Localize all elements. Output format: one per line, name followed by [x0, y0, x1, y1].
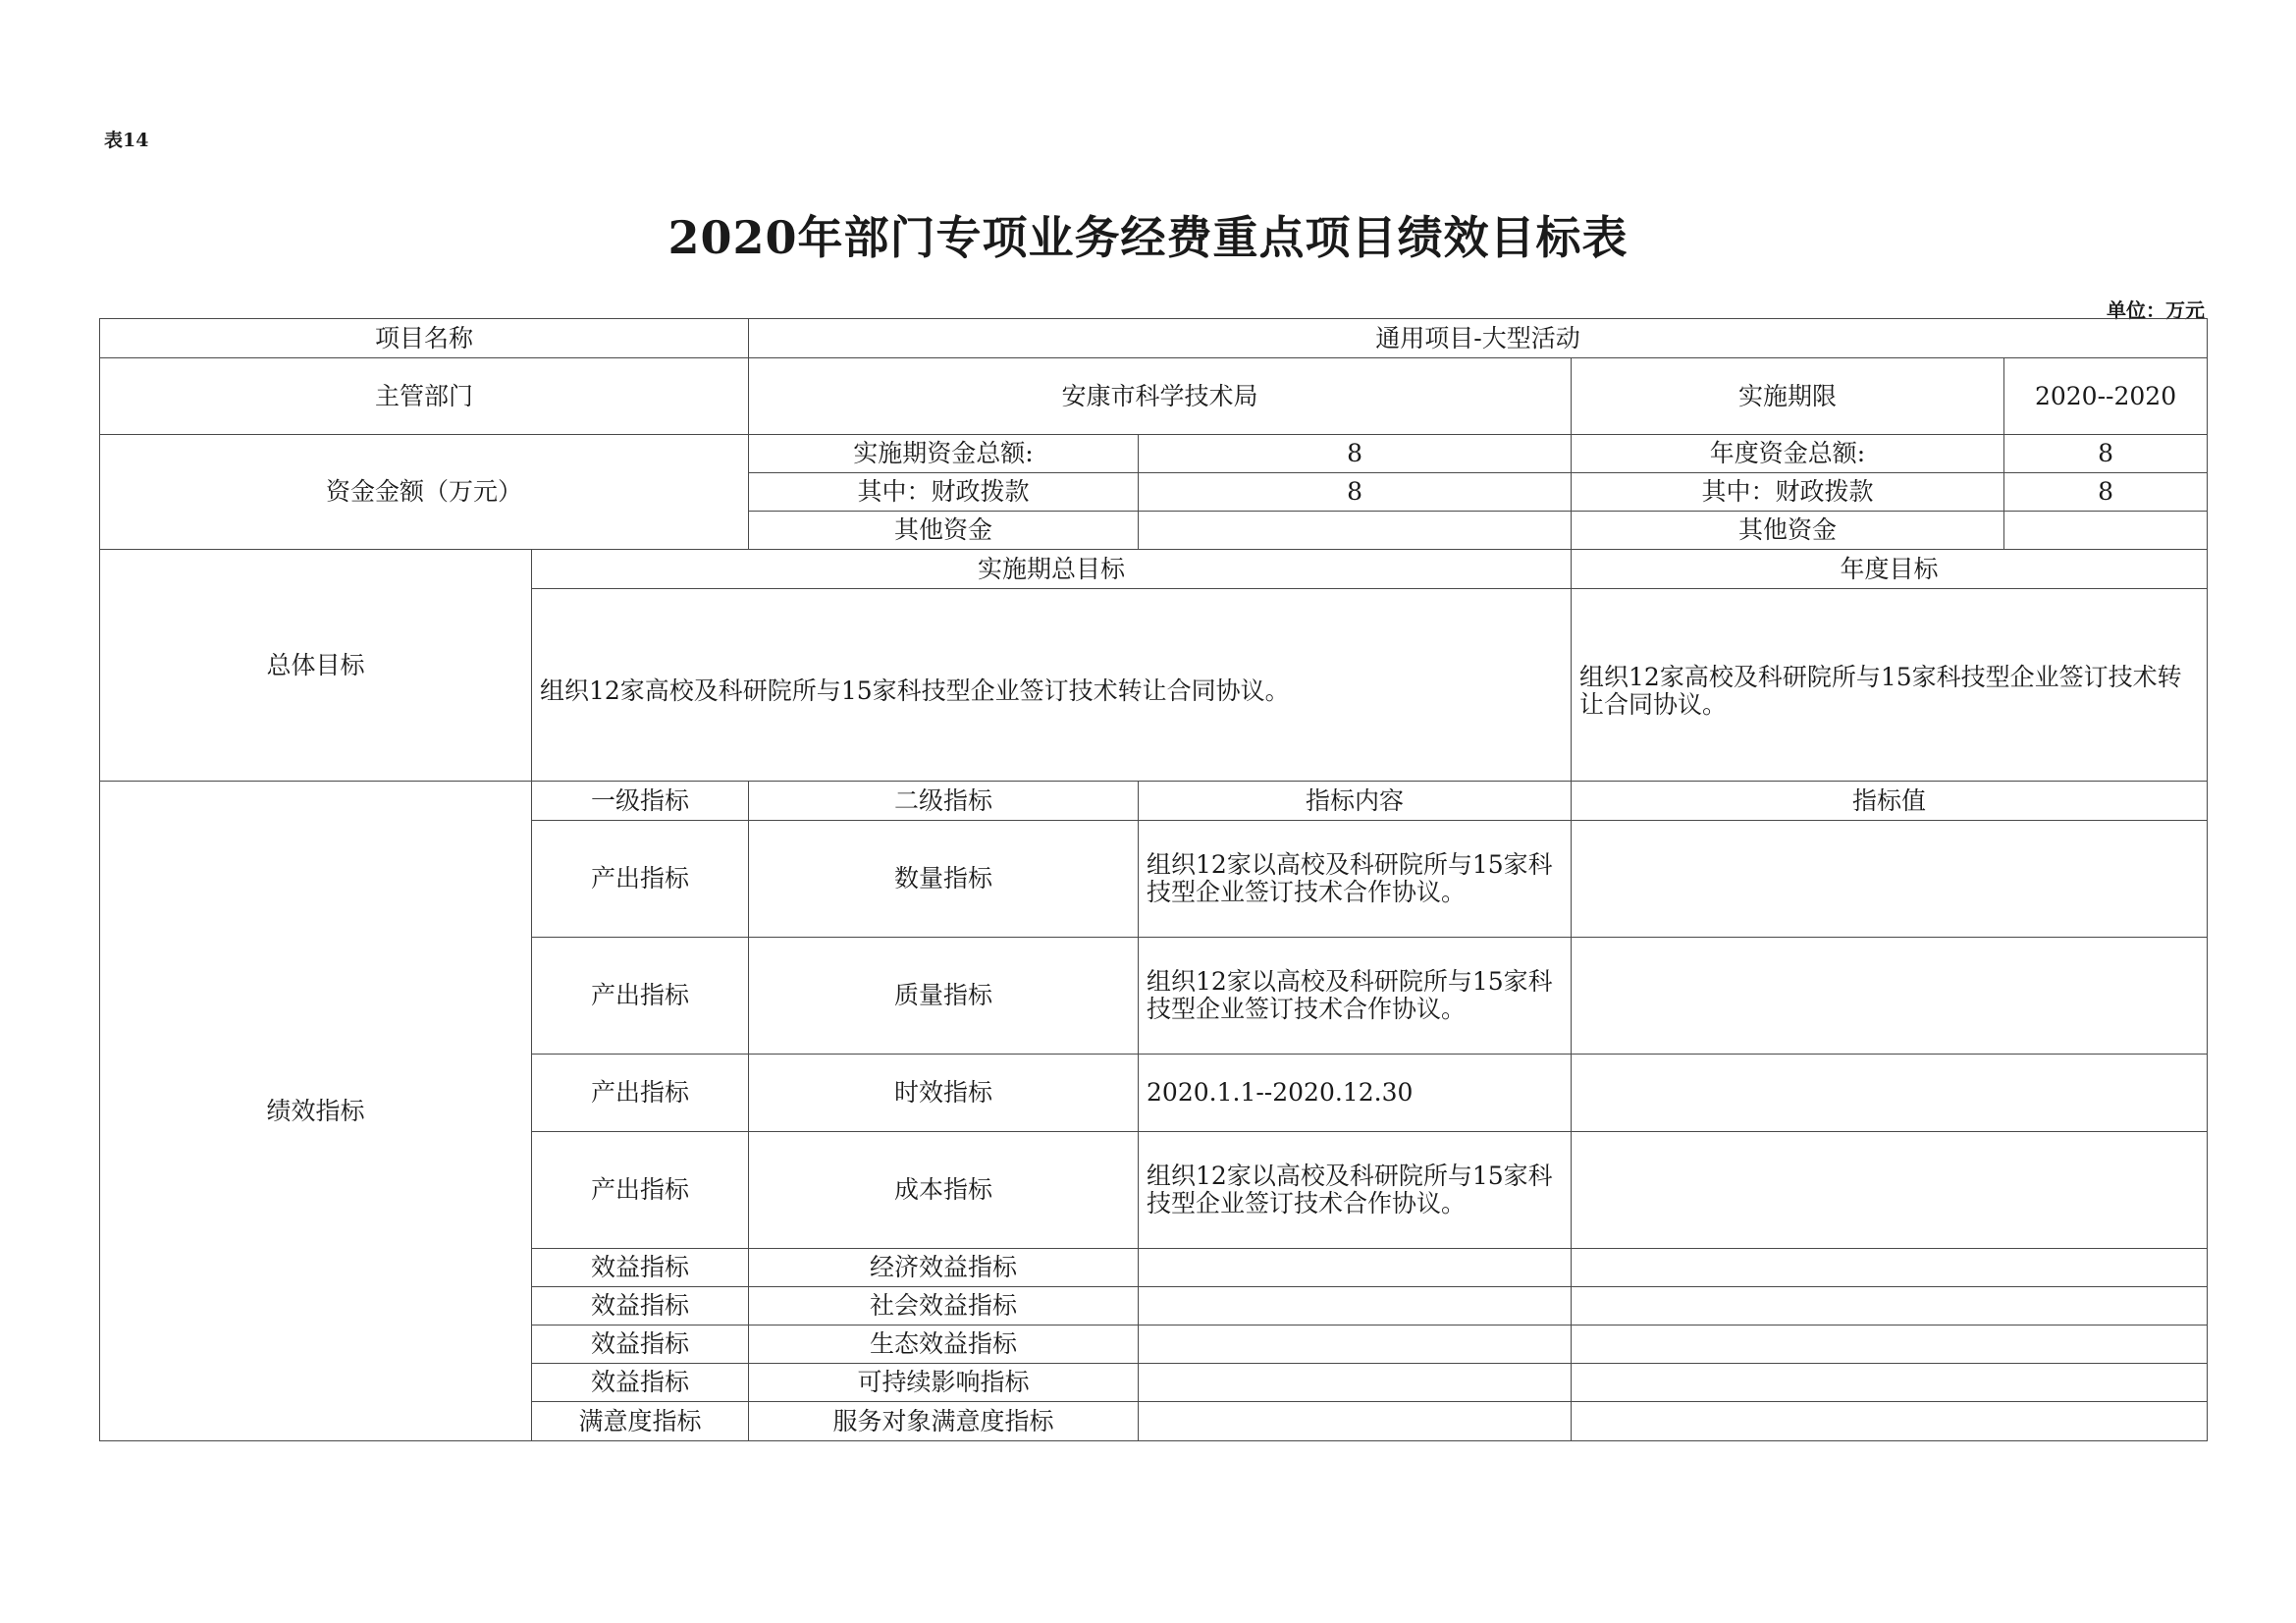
- fiscal-label: 其中：财政拨款: [749, 473, 1139, 512]
- other-funds-label: 其他资金: [749, 512, 1139, 550]
- funds-label: 资金金额（万元）: [100, 435, 749, 550]
- indicators-label: 绩效指标: [100, 782, 532, 1441]
- indicator-level2: 服务对象满意度指标: [749, 1402, 1139, 1441]
- indicator-level1: 效益指标: [532, 1249, 749, 1287]
- goals-header-row: [100, 550, 2208, 589]
- indicator-value: [1572, 938, 2208, 1055]
- annual-fiscal-value: 8: [2004, 473, 2208, 512]
- unit-note: 单位：万元: [2107, 298, 2205, 322]
- indicator-value: [1572, 1249, 2208, 1287]
- indicator-level2: 社会效益指标: [749, 1287, 1139, 1325]
- indicator-value: [1572, 1132, 2208, 1249]
- annual-funds-total-value: 8: [2004, 435, 2208, 473]
- indicator-level2: 质量指标: [749, 938, 1139, 1055]
- indicator-level1: 效益指标: [532, 1325, 749, 1364]
- indicator-level1: 效益指标: [532, 1287, 749, 1325]
- indicator-content: 2020.1.1--2020.12.30: [1139, 1055, 1572, 1132]
- fiscal-value: 8: [1139, 473, 1572, 512]
- indicator-content: 组织12家以高校及科研院所与15家科技型企业签订技术合作协议。: [1139, 938, 1572, 1055]
- annual-goal-header: 年度目标: [1572, 550, 2208, 589]
- period-label: 实施期限: [1572, 358, 2004, 435]
- project-name-label: 项目名称: [100, 319, 749, 358]
- level2-header: 二级指标: [749, 782, 1139, 821]
- annual-other-funds-label: 其他资金: [1572, 512, 2004, 550]
- indicator-value: [1572, 1325, 2208, 1364]
- indicator-value: [1572, 1364, 2208, 1402]
- indicator-content: [1139, 1249, 1572, 1287]
- period-value: 2020--2020: [2004, 358, 2208, 435]
- indicator-level2: 经济效益指标: [749, 1249, 1139, 1287]
- indicator-content: [1139, 1325, 1572, 1364]
- indicator-content: [1139, 1287, 1572, 1325]
- indicator-level2: 可持续影响指标: [749, 1364, 1139, 1402]
- indicator-level1: 满意度指标: [532, 1402, 749, 1441]
- department-row: [100, 358, 2208, 435]
- indicator-level2: 成本指标: [749, 1132, 1139, 1249]
- indicator-value: [1572, 1402, 2208, 1441]
- funds-total-value: 8: [1139, 435, 1572, 473]
- department-label: 主管部门: [100, 358, 749, 435]
- indicator-content: [1139, 1402, 1572, 1441]
- period-goal-header: 实施期总目标: [532, 550, 1572, 589]
- performance-target-table: [99, 318, 2208, 1441]
- indicator-level2: 生态效益指标: [749, 1325, 1139, 1364]
- annual-goal-text: 组织12家高校及科研院所与15家科技型企业签订技术转让合同协议。: [1572, 589, 2208, 782]
- indicator-content: 组织12家以高校及科研院所与15家科技型企业签订技术合作协议。: [1139, 821, 1572, 938]
- level1-header: 一级指标: [532, 782, 749, 821]
- indicator-value: [1572, 1055, 2208, 1132]
- annual-other-funds-value: [2004, 512, 2208, 550]
- project-name-row: [100, 319, 2208, 358]
- indicator-level2: 数量指标: [749, 821, 1139, 938]
- indicator-value: [1572, 821, 2208, 938]
- funds-total-label: 实施期资金总额:: [749, 435, 1139, 473]
- indicator-level1: 产出指标: [532, 821, 749, 938]
- indicator-level1: 产出指标: [532, 938, 749, 1055]
- indicator-level1: 效益指标: [532, 1364, 749, 1402]
- document-title: 2020年部门专项业务经费重点项目绩效目标表: [667, 211, 1629, 264]
- indicator-content: [1139, 1364, 1572, 1402]
- period-goal-text: 组织12家高校及科研院所与15家科技型企业签订技术转让合同协议。: [532, 589, 1572, 782]
- overall-goal-label: 总体目标: [100, 550, 532, 782]
- project-name-value: 通用项目-大型活动: [749, 319, 2208, 358]
- department-value: 安康市科学技术局: [749, 358, 1572, 435]
- content-header: 指标内容: [1139, 782, 1572, 821]
- annual-funds-total-label: 年度资金总额:: [1572, 435, 2004, 473]
- indicator-content: 组织12家以高校及科研院所与15家科技型企业签订技术合作协议。: [1139, 1132, 1572, 1249]
- indicator-level2: 时效指标: [749, 1055, 1139, 1132]
- table-number-label: 表14: [104, 130, 149, 151]
- indicators-header-row: [100, 782, 2208, 821]
- indicator-level1: 产出指标: [532, 1132, 749, 1249]
- other-funds-value: [1139, 512, 1572, 550]
- indicator-level1: 产出指标: [532, 1055, 749, 1132]
- value-header: 指标值: [1572, 782, 2208, 821]
- indicator-value: [1572, 1287, 2208, 1325]
- annual-fiscal-label: 其中：财政拨款: [1572, 473, 2004, 512]
- funds-total-row: [100, 435, 2208, 473]
